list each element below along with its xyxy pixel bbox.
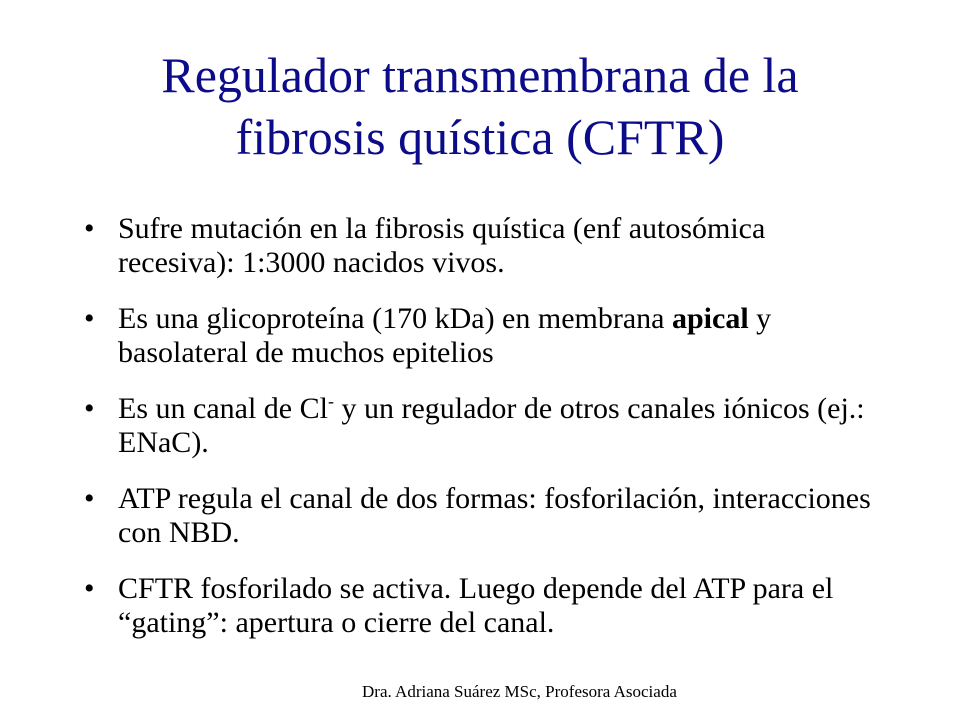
- bullet-marker: •: [84, 392, 95, 425]
- bullet-text: ATP regula el canal de dos formas: fosforilación, interacciones con NBD.: [118, 482, 871, 549]
- title-line-1: Regulador transmembrana de la: [161, 47, 799, 103]
- bullet-marker: •: [84, 212, 95, 245]
- bullet-text: CFTR fosforilado se activa. Luego depende del ATP para el “gating”: apertura o cierre del canal.: [118, 572, 834, 639]
- bullet-marker: •: [84, 302, 95, 335]
- bullet-text-tail: y basolateral de muchos epitelios: [118, 302, 772, 369]
- bullet-text: Sufre mutación en la fibrosis quística (enf autosómica recesiva): 1:3000 nacidos vivos.: [118, 212, 766, 279]
- slide-title: [40, 44, 920, 168]
- bullet-item: [84, 572, 884, 640]
- bullet-marker: •: [84, 482, 95, 515]
- bullet-marker: •: [84, 572, 95, 605]
- bullet-bold-text: apical: [671, 302, 749, 335]
- bullet-item: [84, 482, 884, 550]
- bullet-text: Es una glicoproteína (170 kDa) en membrana: [118, 302, 672, 335]
- superscript-charge: -: [327, 391, 334, 411]
- slide-footer-author: Dra. Adriana Suárez MSc, Profesora Asociada: [362, 682, 677, 701]
- title-line-2: fibrosis quística (CFTR): [235, 109, 725, 165]
- bullet-item: [84, 392, 884, 460]
- bullet-item: [84, 302, 884, 370]
- bullet-text-tail: y un regulador de otros canales iónicos (ej.: ENaC).: [118, 392, 865, 459]
- bullet-item: [84, 212, 884, 280]
- bullet-list: [84, 212, 884, 662]
- bullet-text: Es un canal de Cl: [118, 392, 328, 425]
